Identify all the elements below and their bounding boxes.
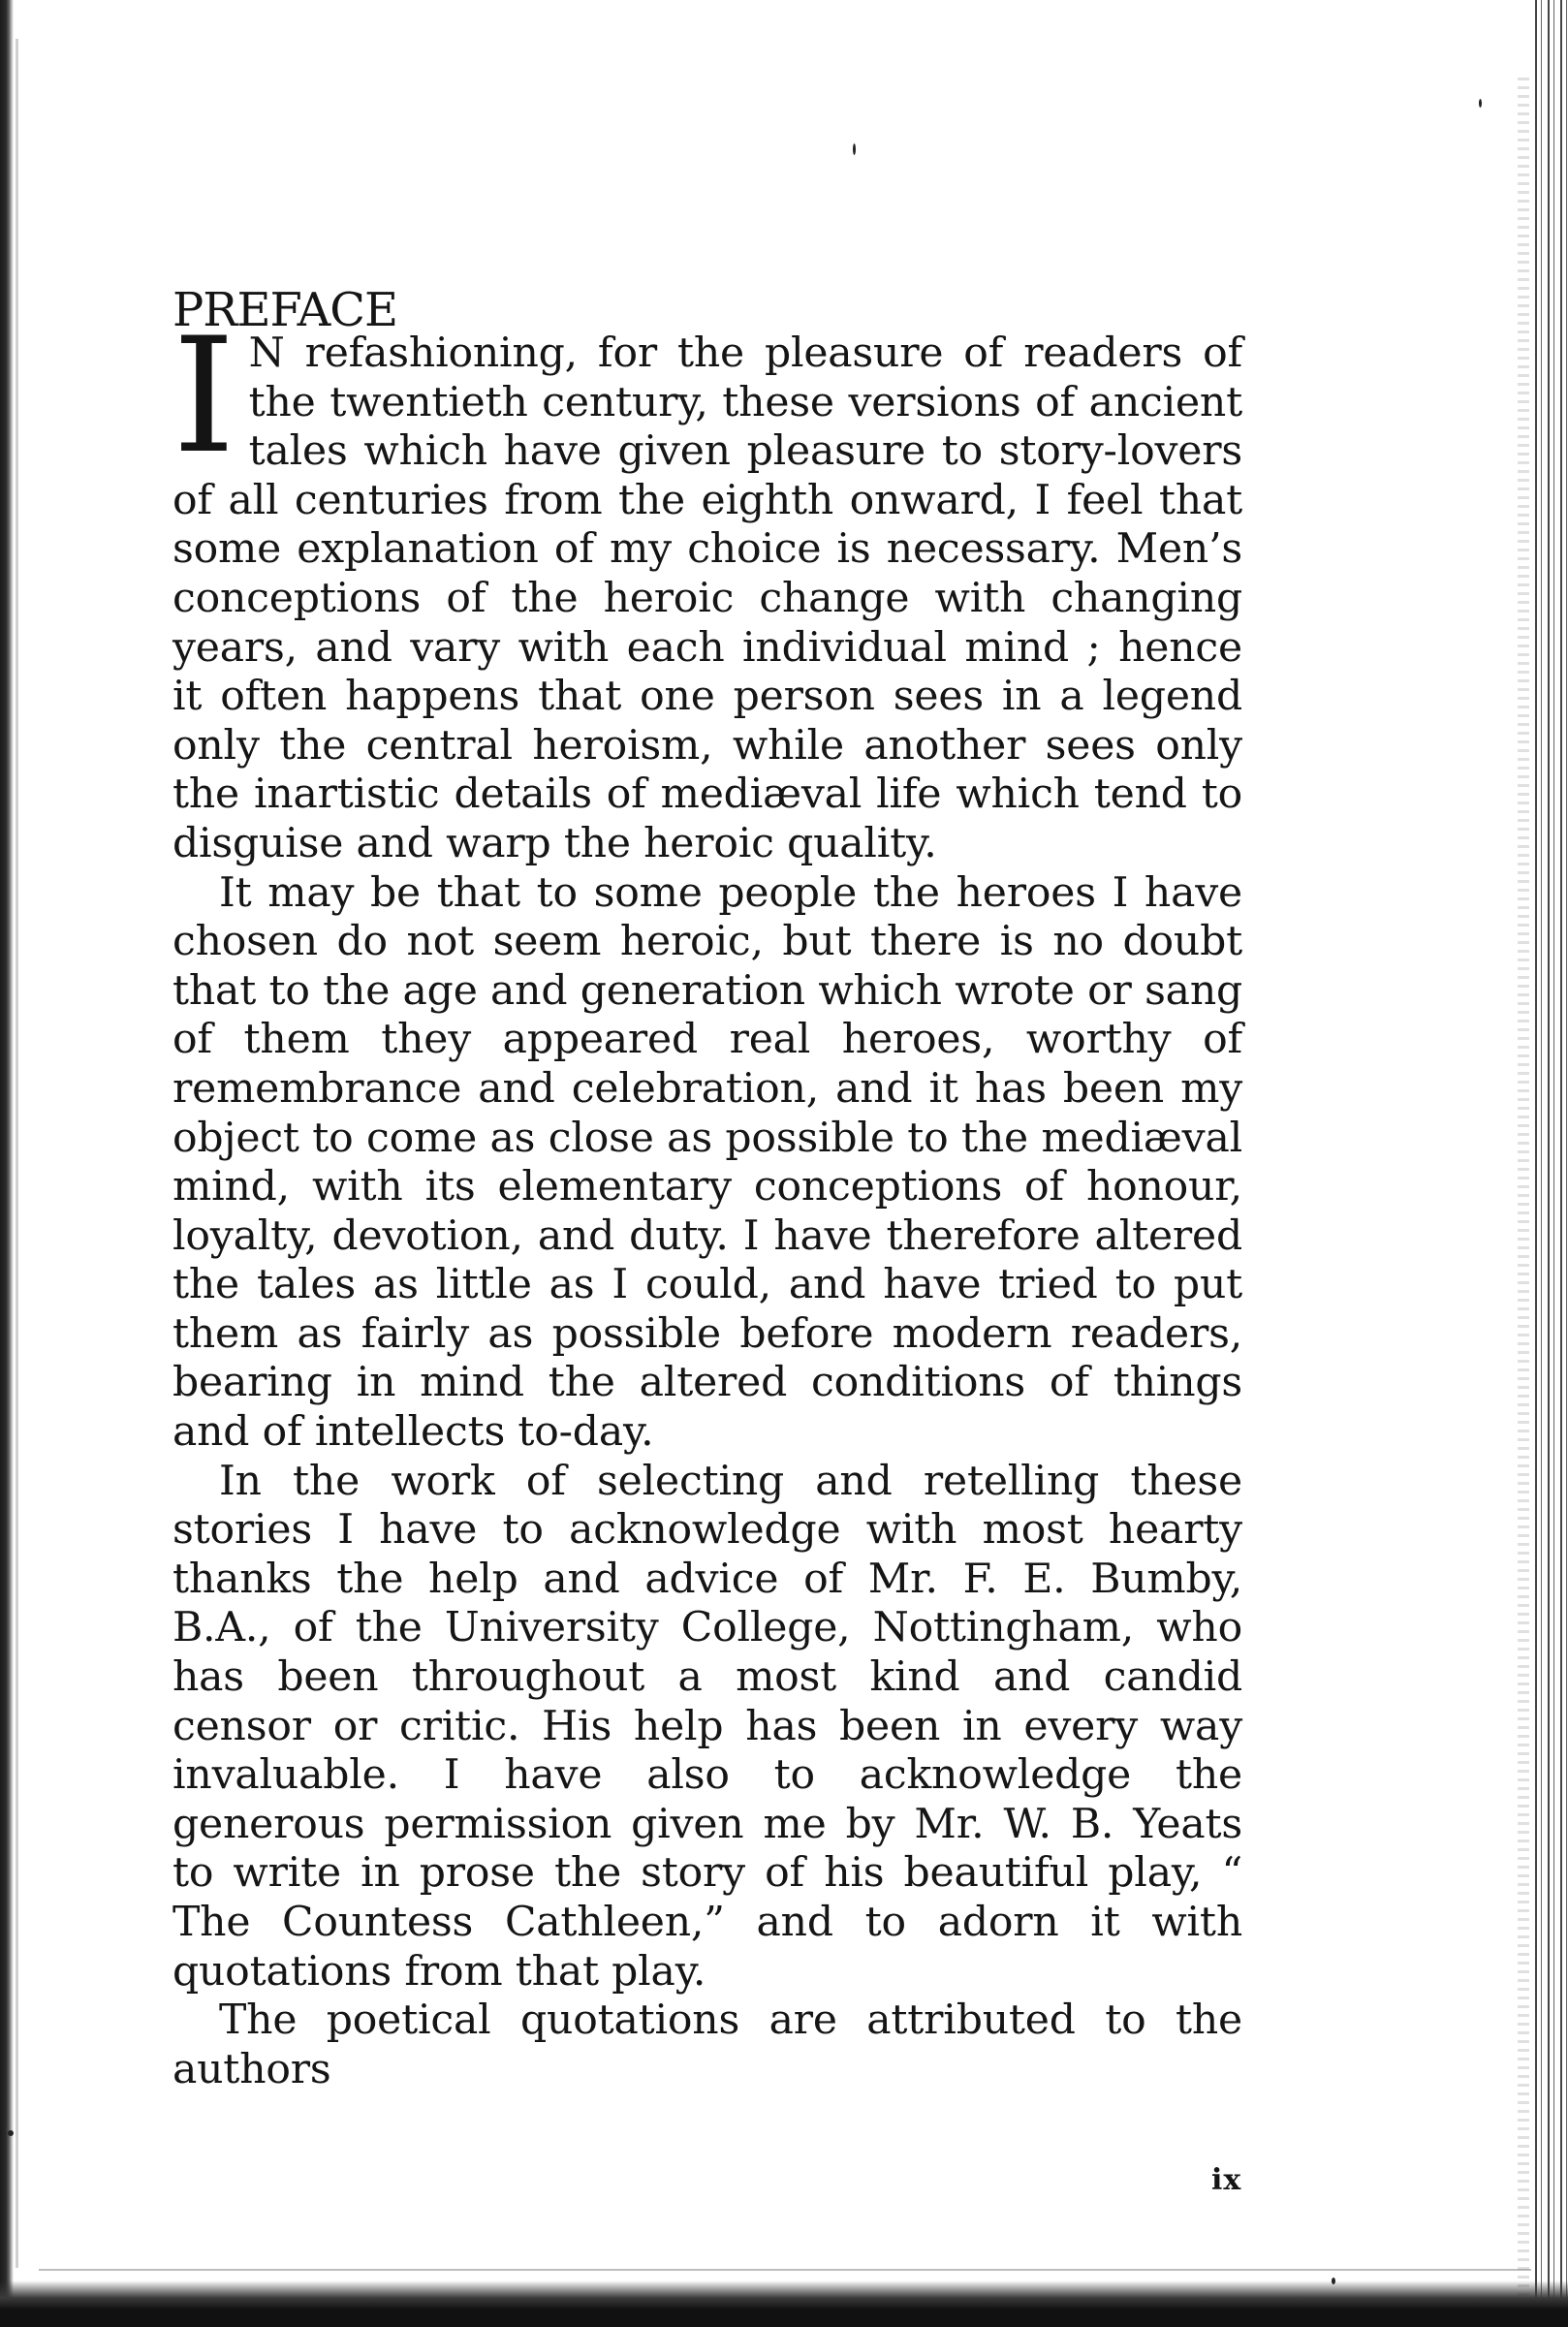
page-title: PREFACE — [172, 283, 398, 338]
page-bottom-edge — [0, 2280, 1568, 2327]
paragraph-3: In the work of selecting and retelling these stories I have to acknowledge with most hearty thanks the help and advice of Mr. F. E. Bumby, B.A., of the University College, Nottingham, who has been throughout a most kind and candid censor or critic. His help has been in every way invaluable. I have also to acknowledge the generous permission given me by Mr. W. B. Yeats to write in prose the story of his beautiful play, “ The Countess Cathleen,” and to adorn it with quotations from that play. — [172, 1457, 1242, 1996]
scan-speck — [1332, 2278, 1335, 2284]
paragraph-4: The poetical quotations are attributed to the authors — [172, 1997, 1242, 2093]
page-stack-edge — [1529, 0, 1568, 2327]
paragraph-2: It may be that to some people the heroes I have chosen do not seem heroic, but there is no doubt that to the age and generation which wrote or sang of them they appeared real heroes, worthy of remembrance and celebration, and it has been my object to come as close as possible to the mediæval mind, with its elementary conceptions of honour, loyalty, devotion, and duty. I have therefore altered the tales as little as I could, and have tried to put them as fairly as possible before modern readers, bearing in mind the altered conditions of things and of intellects to-day. — [172, 868, 1242, 1457]
page-number: ix — [1211, 2163, 1242, 2197]
page-bottom-shadow — [39, 2269, 1531, 2271]
paragraph-1-text: N refashioning, for the pleasure of readers of the twentieth century, these versions of ancient tales which have given pleasure to story-lovers of all centuries from the eighth onward, I feel that some explanation of my choice is necessary. Men’s conceptions of the heroic change with changing years, and vary with each individual mind ; hence it often happens that one person sees in a legend only the central heroism, while another sees only the inartistic details of mediæval life which tend to disguise and warp the heroic quality. — [172, 330, 1242, 867]
page-binding-shadow — [16, 39, 18, 2268]
page-edge-shadow — [1518, 78, 1529, 2307]
scan-speck — [8, 2130, 14, 2136]
page-binding-edge — [0, 0, 14, 2327]
drop-cap: I — [172, 303, 235, 488]
scan-speck — [1479, 99, 1482, 108]
scan-speck — [853, 143, 856, 155]
